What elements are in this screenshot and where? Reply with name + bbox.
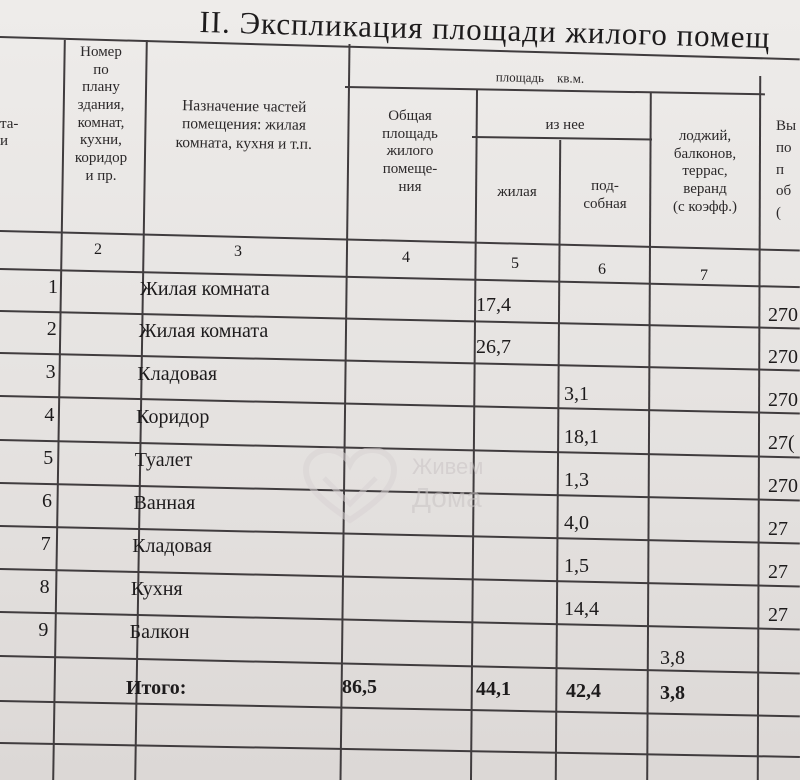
row-aux: 14,4 [564,598,599,620]
header-clipped-right: Вы по п об ( [776,118,797,221]
column-number-6: 6 [598,261,606,278]
row-divider [0,482,800,501]
row-number: 5 [43,447,54,469]
header-purpose: Назначение частей помещения: жилая комната, кухня и т.п. [175,97,313,153]
total-label: Итого: [126,677,187,699]
row-number: 3 [45,361,56,383]
row-divider [0,310,800,329]
table-border-header-bottom [0,230,800,252]
row-aux: 1,3 [564,469,589,491]
row-number: 2 [46,318,57,340]
header-of-which: из нее [545,117,585,133]
row-extra: 27 [768,561,788,583]
row-living: 17,4 [476,294,511,316]
row-aux: 1,5 [564,555,589,577]
row-name: Коридор [136,406,210,428]
row-extra: 27 [768,518,788,540]
total-balcony-value: 3,8 [660,682,685,704]
row-name: Кладовая [137,363,218,385]
column-number-2: 2 [94,241,102,258]
total-aux-value: 42,4 [566,680,601,702]
watermark-line-2: Дома [412,482,482,513]
row-divider [0,742,800,758]
table-border-ofwhich [472,136,652,141]
column-number-5: 5 [511,255,519,272]
row-name: Туалет [134,449,193,471]
col-line-3 [340,44,351,780]
row-extra: 270 [768,475,798,497]
header-room-number: Номер по плану здания, комнат, кухни, коридор и пр. [74,44,128,184]
total-area-value: 86,5 [342,676,377,698]
row-divider [0,568,800,587]
row-number: 6 [42,490,52,512]
row-living: 26,7 [476,336,511,358]
row-name: Кладовая [132,535,212,557]
total-living-value: 44,1 [476,678,511,700]
row-divider [0,525,800,544]
row-number: 7 [40,533,51,555]
header-clipped-left: та- и [0,116,19,149]
column-number-7: 7 [700,267,708,284]
column-number-3: 3 [234,243,242,260]
row-name: Ванная [133,492,196,514]
row-extra: 270 [768,346,798,368]
row-number: 8 [39,576,50,598]
row-number: 4 [44,404,55,426]
table-border-area-top [345,86,765,95]
row-extra: 27( [768,432,795,454]
header-auxiliary: под- собная [583,178,627,212]
row-divider [0,439,800,458]
row-aux: 4,0 [564,512,589,534]
column-number-4: 4 [402,249,410,266]
row-name: Жилая комната [138,320,269,342]
row-name: Жилая комната [140,278,270,300]
row-aux: 18,1 [564,426,599,448]
row-extra: 270 [768,304,798,326]
watermark [300,448,530,528]
watermark-line-1: Живем [412,454,484,479]
table-border-colnum-bottom [0,268,800,288]
row-divider [0,352,800,371]
row-extra: 270 [768,389,798,411]
header-total-area: Общая площадь жилого помеще- ния [382,108,438,195]
header-area-group: площадь кв.м. [495,69,585,86]
row-number: 1 [48,276,58,298]
header-living: жилая [497,184,537,200]
row-number: 9 [38,619,49,641]
row-divider [0,611,800,630]
row-divider [0,395,800,414]
page-title: II. Экспликация площади жилого помещ [199,4,771,55]
header-balconies: лоджий, балконов, террас, веранд (с коэфф.) [672,128,738,215]
row-aux: 3,1 [564,383,589,405]
row-name: Балкон [129,621,190,643]
row-balcony: 3,8 [660,647,685,669]
row-extra: 27 [768,604,788,626]
col-line-5 [555,140,561,780]
row-name: Кухня [130,578,183,600]
